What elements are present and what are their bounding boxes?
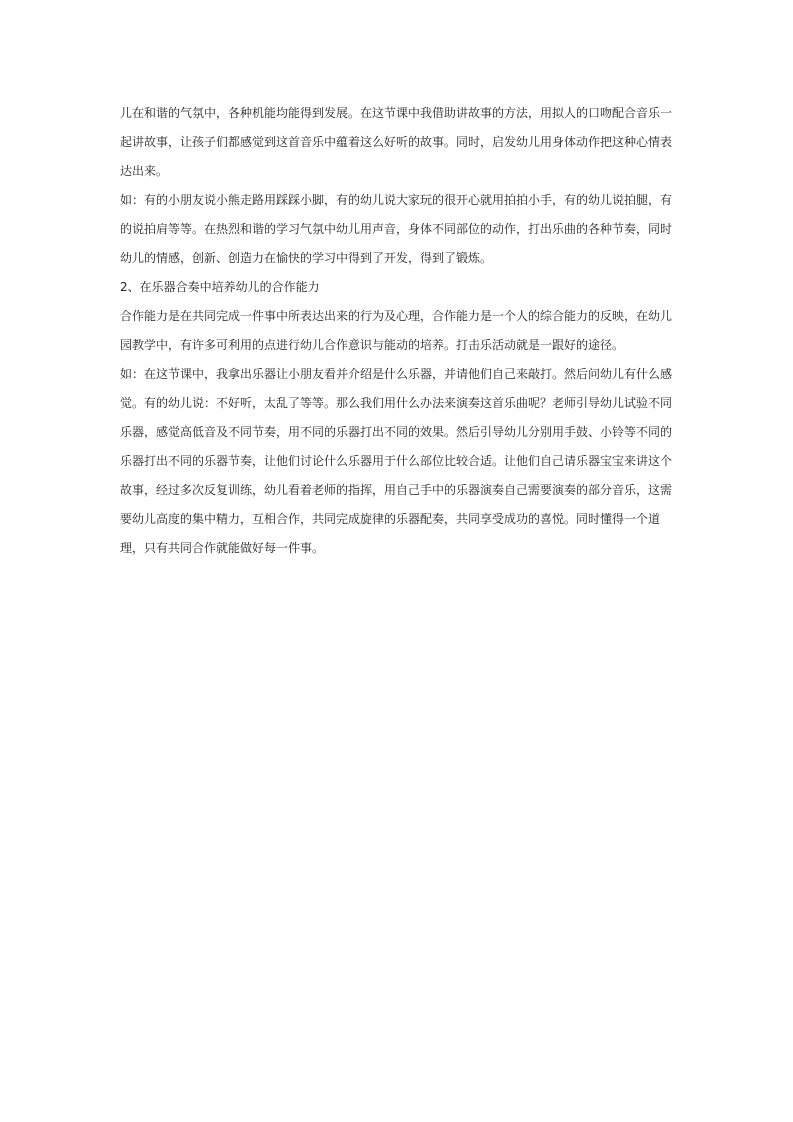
section-heading-instrument-ensemble: 2、在乐器合奏中培养幼儿的合作能力 <box>120 280 320 294</box>
paragraph-example-body-movement: 如：有的小朋友说小熊走路用踩踩小脚，有的幼儿说大家玩的很开心就用拍拍小手，有的幼儿说拍腿，有的说拍肩等等。在热烈和谐的学习气氛中幼儿用声音，身体不同部位的动作，打出乐曲的各种节奏，同时幼儿的情感，创新、创造力在愉快的学习中得到了开发，得到了锻炼。 <box>120 193 673 265</box>
paragraph-cooperation-ability: 合作能力是在共同完成一件事中所表达出来的行为及心理，合作能力是一个人的综合能力的反映，在幼儿园教学中，有许多可利用的点进行幼儿合作意识与能动的培养。打击乐活动就是一跟好的途径。 <box>120 309 673 352</box>
document-body <box>120 99 676 563</box>
paragraph-intro-continuation: 儿在和谐的气氛中，各种机能均能得到发展。在这节课中我借助讲故事的方法，用拟人的口吻配合音乐一起讲故事，让孩子们都感觉到这首音乐中蕴着这么好听的故事。同时，启发幼儿用身体动作把这种心情表达出来。 <box>120 106 673 178</box>
paragraph-example-instruments: 如：在这节课中，我拿出乐器让小朋友看并介绍是什么乐器，并请他们自己来敲打。然后问幼儿有什么感觉。有的幼儿说：不好听，太乱了等等。那么我们用什么办法来演奏这首乐曲呢？老师引导幼儿试验不同乐器，感觉高低音及不同节奏，用不同的乐器打出不同的效果。然后引导幼儿分别用手鼓、小铃等不同的乐器打出不同的乐器节奏，让他们讨论什么乐器用于什么部位比较合适。让他们自己请乐器宝宝来讲这个故事，经过多次反复训练，幼儿看着老师的指挥，用自己手中的乐器演奏自己需要演奏的部分音乐，这需要幼儿高度的集中精力，互相合作，共同完成旋律的乐器配奏，共同享受成功的喜悦。同时懂得一个道理，只有共同合作就能做好每一件事。 <box>120 367 673 555</box>
